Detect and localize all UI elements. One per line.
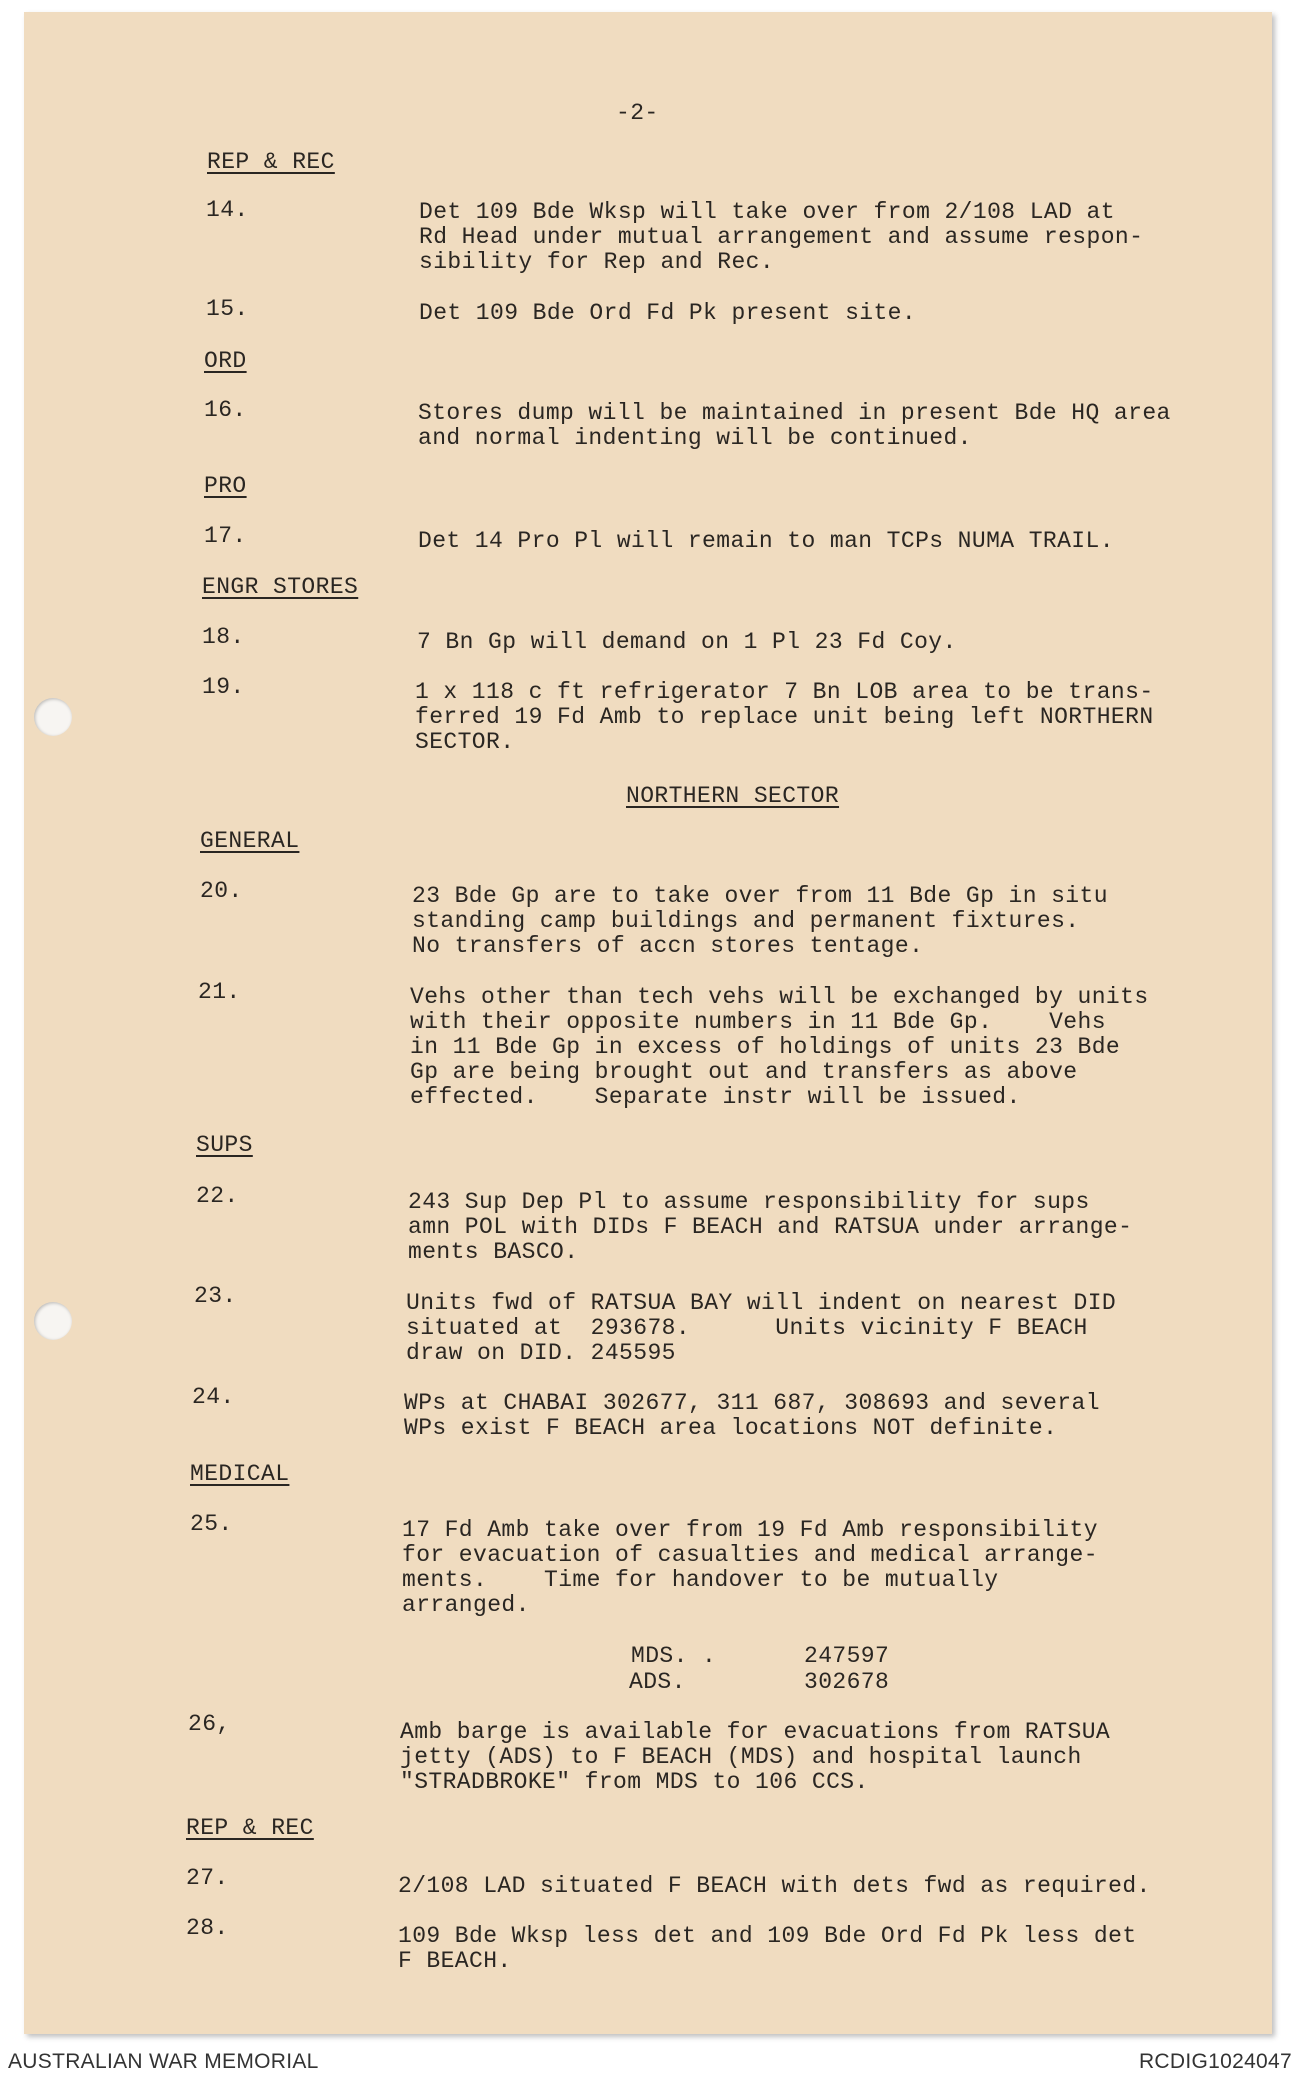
para-number-25: 25. [190,1511,233,1537]
station-label-ads: ADS. [629,1669,686,1695]
heading-sups: SUPS [196,1132,253,1158]
para-number-15: 15. [206,296,249,322]
para-number-26: 26, [188,1711,231,1737]
para-text-21: Vehs other than tech vehs will be exchanged by units with their opposite numbers in 11 Bde Gp. Vehs in 11 Bde Gp in excess of holdings of units 23 Bde Gp are being brought out and transfers as above effected. Separate instr will be issued. [410,984,1149,1110]
para-text-18: 7 Bn Gp will demand on 1 Pl 23 Fd Coy. [417,629,957,655]
page-number: -2- [616,100,659,126]
para-number-24: 24. [192,1384,235,1410]
para-text-16: Stores dump will be maintained in present Bde HQ area and normal indenting will be continued. [418,400,1171,451]
para-number-16: 16. [204,397,247,423]
para-text-19: 1 x 118 c ft refrigerator 7 Bn LOB area to be trans- ferred 19 Fd Amb to replace unit being left NORTHERN SECTOR. [415,679,1154,755]
footer-record-id: RCDIG1024047 [1138,2050,1292,2073]
station-label-mds: MDS. . [631,1643,717,1669]
para-number-14: 14. [206,197,249,223]
para-text-26: Amb barge is available for evacuations from RATSUA jetty (ADS) to F BEACH (MDS) and hospital launch "STRADBROKE" from MDS to 106 CCS. [400,1719,1111,1795]
para-number-27: 27. [186,1865,229,1891]
footer-source: AUSTRALIAN WAR MEMORIAL [8,2050,319,2073]
para-text-24: WPs at CHABAI 302677, 311 687, 308693 and several WPs exist F BEACH area locations NOT definite. [404,1390,1100,1441]
para-text-22: 243 Sup Dep Pl to assume responsibility for sups amn POL with DIDs F BEACH and RATSUA under arrange- ments BASCO. [408,1189,1133,1265]
heading-general: GENERAL [200,828,300,854]
para-number-22: 22. [196,1183,239,1209]
para-text-17: Det 14 Pro Pl will remain to man TCPs NUMA TRAIL. [418,528,1114,554]
heading-rep-rec: REP & REC [207,149,335,175]
heading-pro: PRO [204,473,247,499]
heading-engr-stores: ENGR STORES [202,574,359,600]
para-text-20: 23 Bde Gp are to take over from 11 Bde Gp in situ standing camp buildings and permanent fixtures. No transfers of accn stores tentage. [412,883,1108,959]
station-ref-ads: 302678 [804,1669,890,1695]
para-number-19: 19. [202,674,245,700]
heading-medical: MEDICAL [190,1461,290,1487]
heading-northern-sector: NORTHERN SECTOR [626,783,840,809]
para-text-15: Det 109 Bde Ord Fd Pk present site. [419,300,917,326]
heading-rep-rec-2: REP & REC [186,1815,314,1841]
heading-ord: ORD [204,348,247,374]
para-text-25: 17 Fd Amb take over from 19 Fd Amb responsibility for evacuation of casualties and medical arrange- ments. Time for handover to be mutually arranged. [402,1517,1098,1618]
punch-hole-bottom [34,1302,72,1340]
para-text-27: 2/108 LAD situated F BEACH with dets fwd as required. [398,1873,1151,1899]
para-number-17: 17. [204,523,247,549]
para-text-14: Det 109 Bde Wksp will take over from 2/108 LAD at Rd Head under mutual arrangement and assume respon- sibility for Rep and Rec. [419,199,1144,275]
para-number-20: 20. [200,878,243,904]
para-number-18: 18. [202,624,245,650]
para-number-23: 23. [194,1283,237,1309]
station-ref-mds: 247597 [804,1643,890,1669]
para-number-21: 21. [198,979,241,1005]
punch-hole-top [34,698,72,736]
para-text-23: Units fwd of RATSUA BAY will indent on nearest DID situated at 293678. Units vicinity F BEACH draw on DID. 245595 [406,1290,1117,1366]
para-text-28: 109 Bde Wksp less det and 109 Bde Ord Fd Pk less det F BEACH. [398,1923,1137,1974]
para-number-28: 28. [186,1915,229,1941]
